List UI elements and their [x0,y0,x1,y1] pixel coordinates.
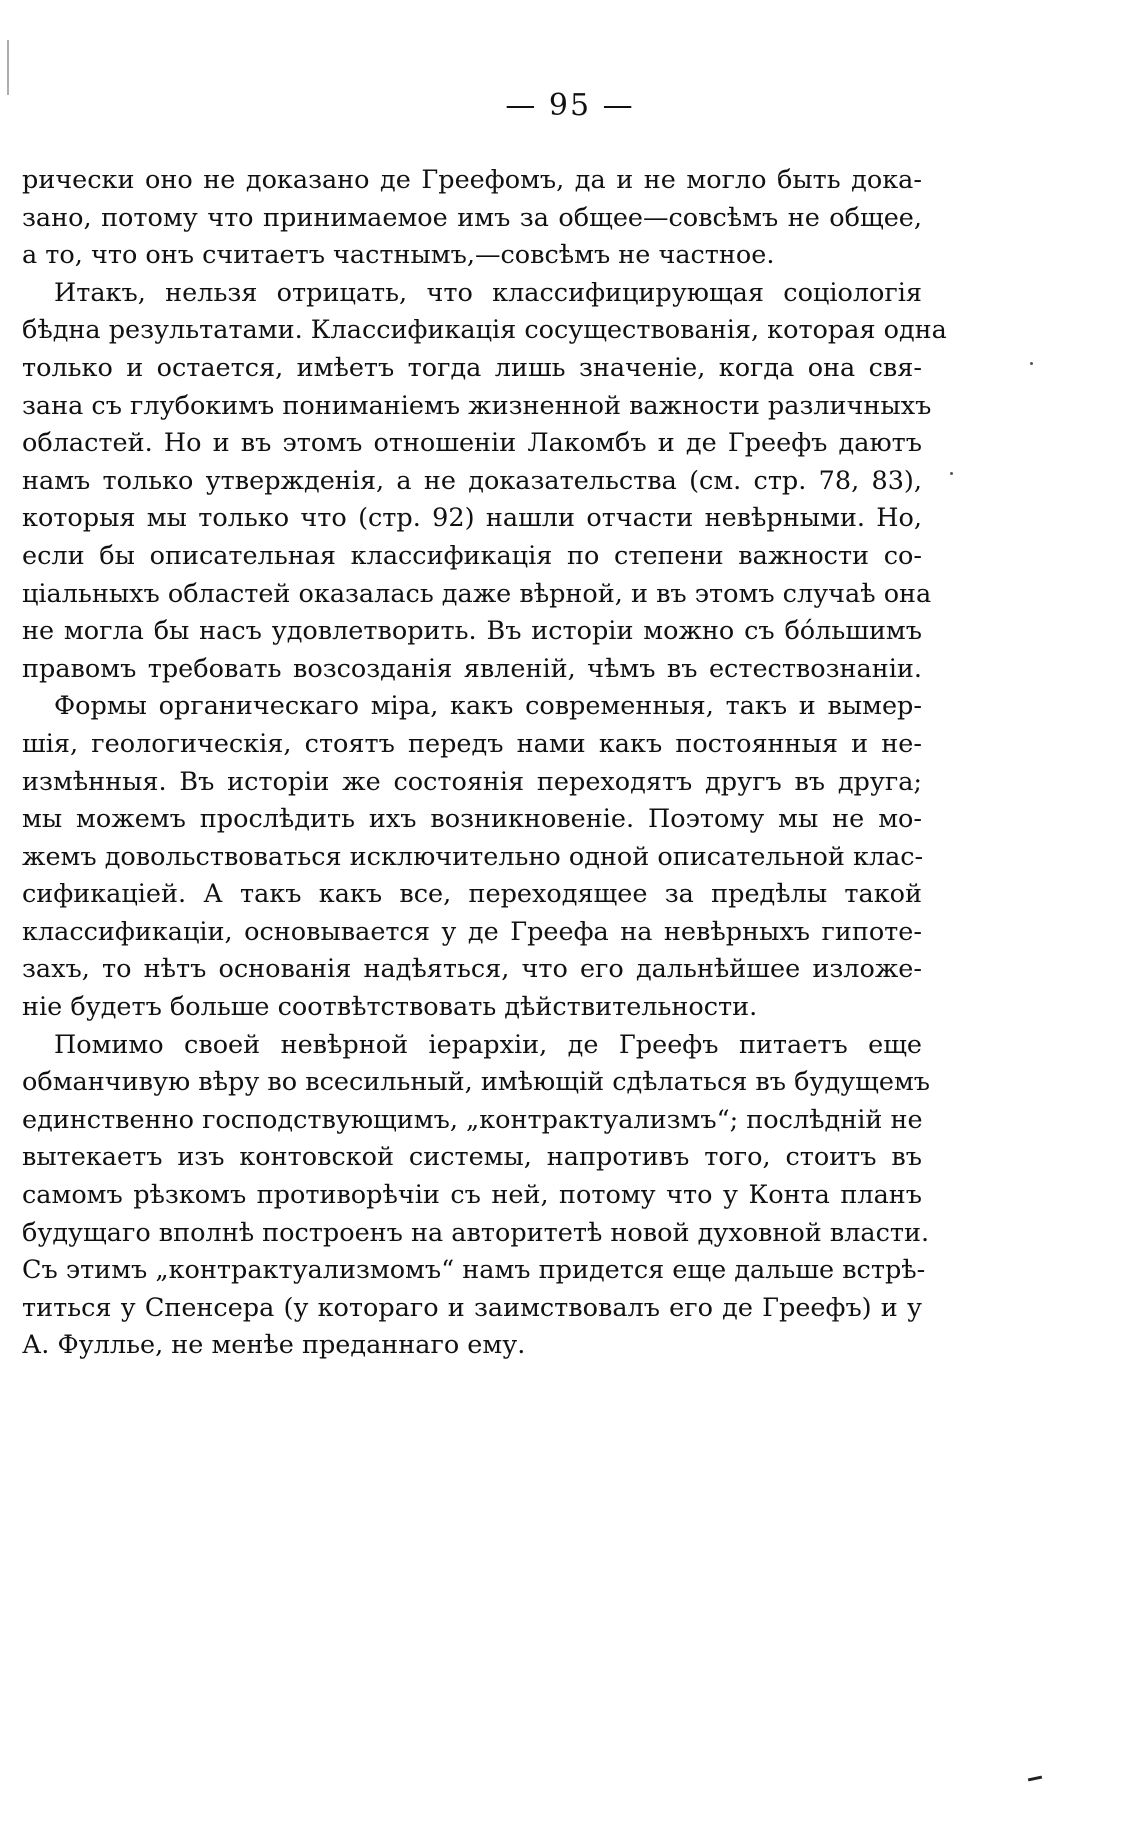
text-line: зано, потому что принимаемое имъ за общее—совсѣмъ не общее, [22,202,922,233]
text-line: которыя мы только что (стр. 92) нашли отчасти невѣрными. Но, [22,503,922,534]
text-line: ціальныхъ областей оказалась даже вѣрной, и въ этомъ случаѣ она [22,578,932,609]
text-line: измѣнныя. Въ исторіи же состоянія переходятъ другъ въ друга; [22,766,922,797]
text-line: Итакъ, нельзя отрицать, что классифицирующая соціологія [54,277,922,308]
text-line: вытекаетъ изъ контовской системы, напротивъ того, стоитъ въ [22,1142,922,1173]
paragraph [22,275,947,689]
text-line: Съ этимъ „контрактуализмомъ“ намъ придется еще дальше встрѣ- [22,1255,926,1286]
text-line: жемъ довольствоваться исключительно одной описательной клас- [22,841,924,872]
text-line: самомъ рѣзкомъ противорѣчіи съ ней, потому что у Конта планъ [22,1180,922,1211]
paragraph [22,688,922,1026]
text-line: ніе будетъ больше соотвѣтствовать дѣйствительности. [22,992,758,1023]
text-line: классификаціи, основывается у де Греефа на невѣрныхъ гипоте- [22,916,922,947]
page-number: — 95 — [505,88,635,123]
paragraph [22,1027,931,1365]
text-line: А. Фуллье, не менѣе преданнаго ему. [22,1330,526,1361]
text-line: титься у Спенсера (у котораго и заимствовалъ его де Греефъ) и у [22,1292,922,1323]
text-line: бѣдна результатами. Классификація сосуществованія, которая одна [22,315,947,346]
text-line: мы можемъ прослѣдить ихъ возникновеніе. Поэтому мы не мо- [22,804,922,835]
text-line: шія, геологическія, стоятъ передъ нами какъ постоянныя и не- [22,728,922,759]
text-line: обманчивую вѣру во всесильный, имѣющій сдѣлаться въ будущемъ [22,1067,931,1098]
scan-speck [950,472,953,475]
text-line: зана съ глубокимъ пониманіемъ жизненной важности различныхъ [22,390,932,421]
text-line: а то, что онъ считаетъ частнымъ,—совсѣмъ не частное. [22,240,775,271]
scan-speck [1030,362,1033,365]
scan-edge-mark [7,40,9,95]
text-line: рически оно не доказано де Греефомъ, да и не могло быть дока- [22,165,922,195]
text-line: захъ, то нѣтъ основанія надѣяться, что его дальнѣйшее изложе- [22,954,922,985]
text-line: будущаго вполнѣ построенъ на авторитетѣ новой духовной власти. [22,1217,930,1248]
text-line: сификаціей. А такъ какъ все, переходящее за предѣлы такой [22,879,922,910]
body-text [22,162,947,1365]
paragraph [22,162,922,275]
text-line: Формы органическаго міра, какъ современныя, такъ и вымер- [54,691,922,722]
scan-corner-mark [1028,1776,1042,1782]
text-line: Помимо своей невѣрной іерархіи, де Греефъ питаетъ еще [54,1029,922,1060]
text-line: если бы описательная классификація по степени важности со- [22,540,922,571]
text-line: правомъ требовать возсозданія явленій, чѣмъ въ естествознаніи. [22,653,922,684]
text-line: намъ только утвержденія, а не доказательства (см. стр. 78, 83), [22,465,922,496]
text-line: единственно господствующимъ, „контрактуализмъ“; послѣдній не [22,1104,923,1135]
text-line: не могла бы насъ удовлетворить. Въ исторіи можно съ бо́льшимъ [22,616,922,647]
text-line: только и остается, имѣетъ тогда лишь значеніе, когда она свя- [22,352,922,383]
text-line: областей. Но и въ этомъ отношеніи Лакомбъ и де Греефъ даютъ [22,428,922,459]
